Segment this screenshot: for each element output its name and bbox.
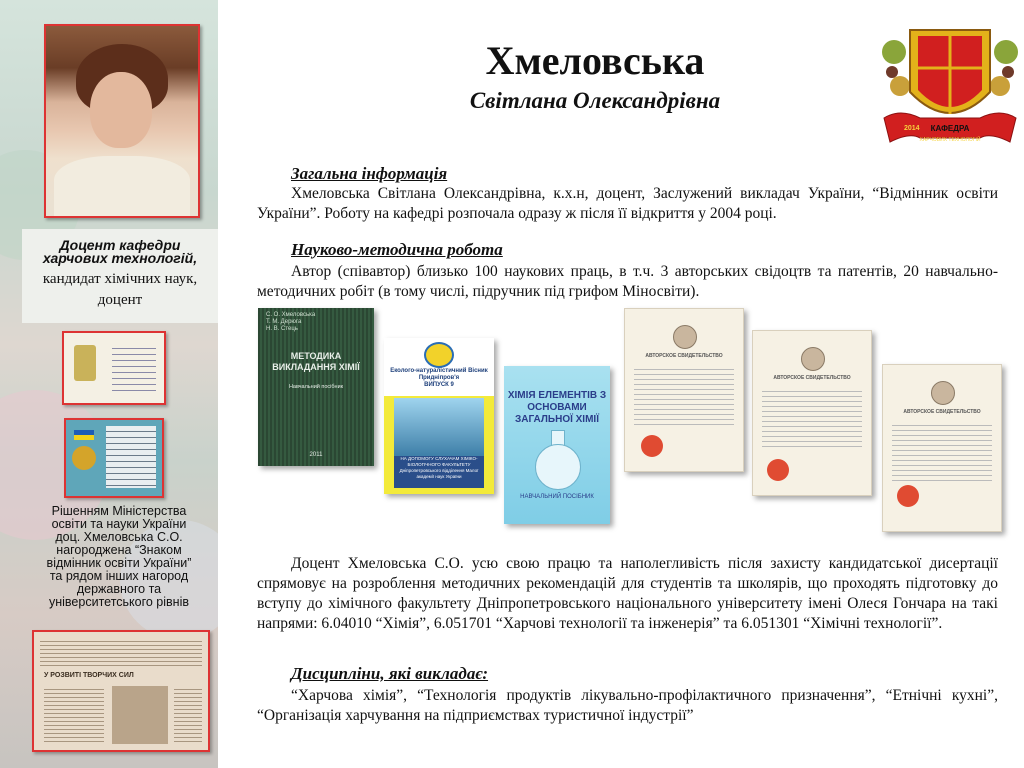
award-caption: Рішенням Міністерства освіти та науки України доц. Хмеловська С.О. нагороджена “Знаком відмінник освіти України” та рядом інших нагород державного та університетського рівнів xyxy=(46,504,192,609)
portrait-photo xyxy=(44,24,200,218)
book-subtitle: НАВЧАЛЬНИЙ ПОСІБНИК xyxy=(520,494,594,500)
newspaper-headline: У РОЗВИТІ ТВОРЧИХ СИЛ xyxy=(44,672,134,679)
author-certificate: АВТОРСКОЕ СВИДЕТЕЛЬСТВО xyxy=(624,308,744,472)
page-subtitle: Світлана Олександрівна xyxy=(469,88,721,113)
wax-seal-icon xyxy=(767,459,789,481)
degree-text: кандидат хімічних наук, доцент xyxy=(42,271,198,308)
emblem-icon xyxy=(673,325,697,349)
author-certificate: АВТОРСКОЕ СВИДЕТЕЛЬСТВО xyxy=(752,330,872,496)
section-text-scientific: Автор (співавтор) близько 100 наукових праць, в т.ч. 3 авторських свідоцтв та патентів, 20 навчально-методичних робіт (в тому числі, підручник під грифом Міносвіти). xyxy=(257,263,998,300)
flask-icon xyxy=(535,444,581,490)
section-text-general: Хмеловська Світлана Олександрівна, к.х.н, доцент, Заслужений викладач України, “Відмінник освіти України”. Роботу на кафедрі розпочала одразу ж після її відкриття у 2004 році. xyxy=(257,185,998,222)
emblem-label: КАФЕДРА xyxy=(930,124,970,133)
wax-seal-icon xyxy=(641,435,663,457)
section-heading-general: Загальна інформація xyxy=(291,164,448,183)
award-certificate-thumbnail xyxy=(62,331,166,405)
department-emblem xyxy=(880,22,1020,150)
section-heading-scientific: Науково-методична робота xyxy=(291,240,503,259)
position-title: Доцент кафедри харчових технологій, xyxy=(42,237,198,266)
newspaper-clipping xyxy=(32,630,210,752)
wax-seal-icon xyxy=(897,485,919,507)
left-sidebar xyxy=(0,0,218,768)
section-text-disciplines: “Харчова хімія”, “Технологія продуктів лікувально-профілактичного призначення”, “Етнічні кухні”, “Організація харчування на підприємствах туристичної індустрії” xyxy=(257,687,998,724)
book-cover-methodology: С. О. Хмеловська Т. М. Дерюга Н. В. Стець МЕТОДИКА ВИКЛАДАННЯ ХІМІЇ Навчальний посібник 2011 xyxy=(258,308,374,466)
bulletin-footer: НА ДОПОМОГУ СЛУХАЧАМ ХІМІКО-БІОЛОГІЧНОГО ФАКУЛЬТЕТУ Дніпропетровського відділення Малої академії наук України xyxy=(394,456,484,488)
emblem-subtitle: ХАРЧОВИХ ТЕХНОЛОГІЙ xyxy=(919,137,981,143)
book-cover-chemistry xyxy=(504,366,610,524)
emblem-icon xyxy=(931,381,955,405)
award-badge-thumbnail xyxy=(64,418,164,498)
book-year: 2011 xyxy=(309,452,323,458)
book-subtitle: Навчальний посібник xyxy=(288,384,344,390)
emblem-year: 2014 xyxy=(904,125,920,132)
author-certificate: АВТОРСКОЕ СВИДЕТЕЛЬСТВО xyxy=(882,364,1002,532)
position-caption xyxy=(22,229,218,323)
book-title: ХІМІЯ ЕЛЕМЕНТІВ З ОСНОВАМИ ЗАГАЛЬНОЇ ХІМІЇ xyxy=(507,390,607,425)
section-text-activity: Доцент Хмеловська С.О. усю свою працю та наполегливість після захисту кандидатської дисертації спрямовує на розроблення методичних рекомендацій для студентів та школярів, що проходять підготовку до вступу до хімічного факультету Дніпропетровського національного університету імені Олеся Гончара на такі напрями: 6.04010 “Хімія”, 6.051701 “Харчові технології та інженерія” та 6.051301 “Хімічні технології”. xyxy=(257,555,998,632)
page-title: Хмеловська xyxy=(485,38,705,83)
bulletin-logo-icon xyxy=(424,342,454,368)
bulletin-photo xyxy=(394,398,484,456)
emblem-icon xyxy=(801,347,825,371)
book-title: МЕТОДИКА ВИКЛАДАННЯ ХІМІЇ xyxy=(272,351,360,372)
section-heading-disciplines: Дисципліни, які викладає: xyxy=(291,664,489,683)
book-cover-bulletin: Еколого-натуралістичний Вісник Придніпров'я ВИПУСК 9 НА ДОПОМОГУ СЛУХАЧАМ ХІМІКО-БІОЛОГІЧНОГО ФАКУЛЬТЕТУ Дніпропетровського відділення Малої академії наук України xyxy=(384,338,494,494)
